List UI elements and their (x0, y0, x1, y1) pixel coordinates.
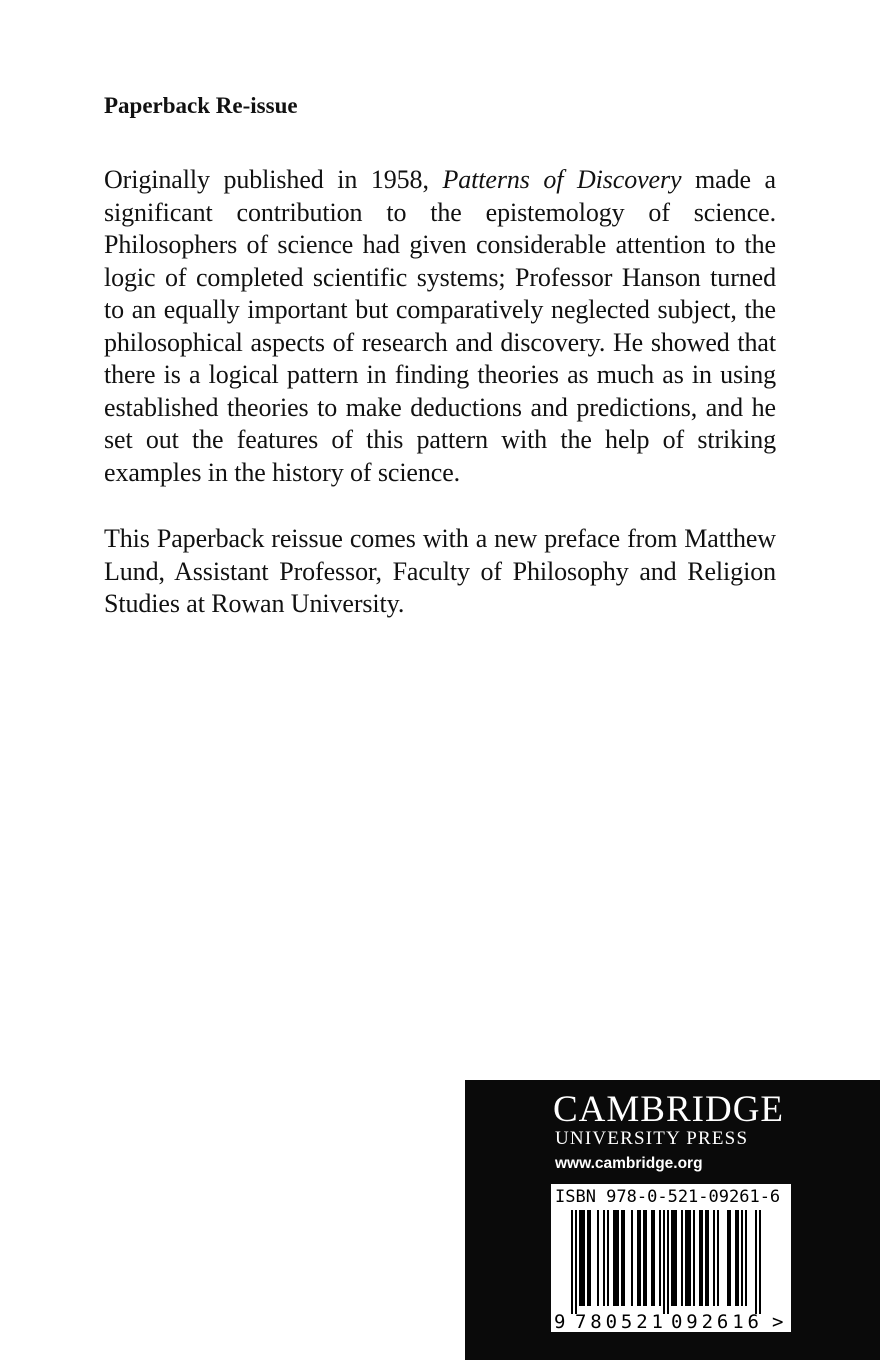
barcode-bar (671, 1210, 673, 1306)
barcode-bar (645, 1210, 647, 1306)
barcode-bar (727, 1210, 729, 1306)
barcode-bar (745, 1210, 747, 1306)
barcode-bar (587, 1210, 589, 1306)
barcode-bar (705, 1210, 707, 1306)
barcode-bar (707, 1210, 709, 1306)
barcode-bar (597, 1210, 599, 1306)
barcode-bar (607, 1210, 609, 1306)
barcode-bar (575, 1210, 577, 1314)
barcode-bar (653, 1210, 655, 1306)
barcode-bar (681, 1210, 683, 1306)
barcode-bar (693, 1210, 695, 1306)
barcode-bar (579, 1210, 581, 1306)
barcode-bar (663, 1210, 665, 1314)
back-cover-text (104, 90, 776, 655)
barcode-bar (651, 1210, 653, 1306)
barcode-bar (675, 1210, 677, 1306)
barcode-first-digit: 9 (554, 1311, 566, 1332)
barcode-bars (551, 1210, 791, 1332)
book-title: Patterns of Discovery (442, 165, 682, 194)
barcode-right-digits: 092616 (671, 1311, 759, 1332)
barcode-bar (701, 1210, 703, 1306)
barcode-bar (737, 1210, 739, 1306)
barcode-bar (729, 1210, 731, 1306)
barcode-bar (741, 1210, 743, 1306)
barcode-bar (735, 1210, 737, 1306)
barcode-bar (603, 1210, 605, 1306)
description-body: made a significant contribution to the epistemology of science. Philosophers of science had given considerable attention to the logic of completed scientific systems; Professor Hanson turned to an equally important but comparatively neglected subject, the philosophical aspects of research and discovery. He showed that there is a logical pattern in finding theories as much as in using established theories to make deductions and predictions, and he set out the features of this pattern with the help of striking examples in the history of science. (104, 165, 776, 487)
barcode-bar (613, 1210, 615, 1306)
barcode-bar (623, 1210, 625, 1306)
barcode-bar (583, 1210, 585, 1306)
description-paragraph (104, 164, 776, 489)
barcode-end-mark: > (772, 1311, 784, 1332)
barcode-bar (615, 1210, 617, 1306)
barcode-bar (755, 1210, 757, 1314)
barcode-bar (639, 1210, 641, 1306)
barcode-bar (685, 1210, 687, 1306)
barcode-bar (631, 1210, 633, 1306)
barcode-bar (581, 1210, 583, 1306)
barcode-bar (713, 1210, 715, 1306)
heading: Paperback Re-issue (104, 93, 298, 118)
barcode-bar (637, 1210, 639, 1306)
barcode-bar (643, 1210, 645, 1306)
publisher-logo-subname: UNIVERSITY PRESS (555, 1128, 749, 1149)
publisher-logo-name: CAMBRIDGE (553, 1089, 785, 1130)
barcode-bar (759, 1210, 761, 1314)
barcode-bar (667, 1210, 669, 1314)
barcode-bar (589, 1210, 591, 1306)
barcode (551, 1184, 791, 1332)
barcode-bar (659, 1210, 661, 1306)
reissue-paragraph: This Paperback reissue comes with a new preface from Matthew Lund, Assistant Professor, Faculty of Philosophy and Religion Studies at Rowan University. (104, 524, 776, 618)
barcode-left-digits: 780521 (575, 1311, 663, 1332)
barcode-bar (673, 1210, 675, 1306)
barcode-bar (621, 1210, 623, 1306)
isbn-label: ISBN 978-0-521-09261-6 (555, 1187, 781, 1207)
publisher-website: www.cambridge.org (555, 1155, 703, 1172)
barcode-bar (717, 1210, 719, 1306)
barcode-bar (699, 1210, 701, 1306)
description-intro: Originally published in 1958, (104, 165, 443, 194)
barcode-bar (687, 1210, 689, 1306)
barcode-bar (571, 1210, 573, 1314)
publisher-panel (465, 1080, 880, 1360)
barcode-bar (689, 1210, 691, 1306)
barcode-bar (617, 1210, 619, 1306)
